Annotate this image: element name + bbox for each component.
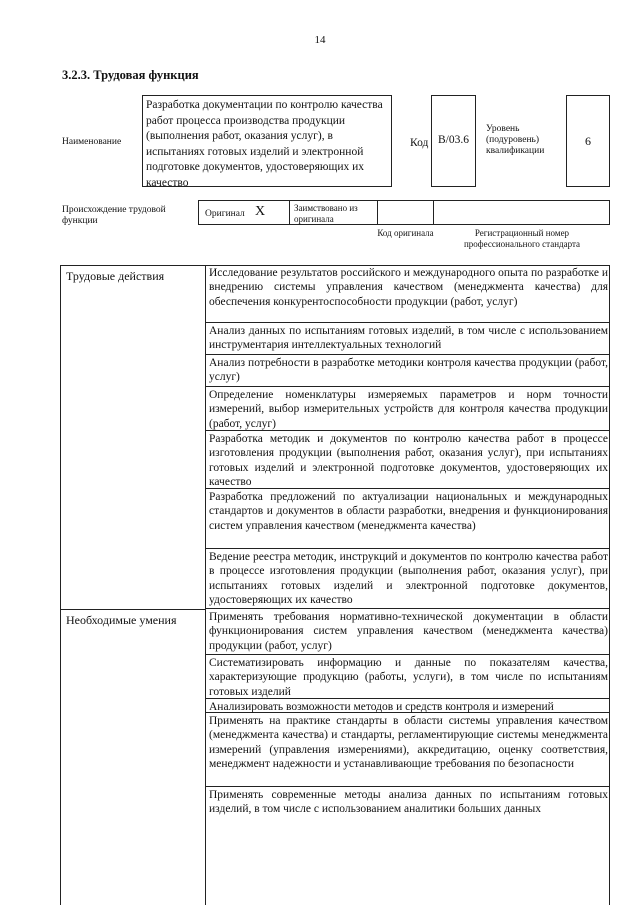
section-title: 3.2.3. Трудовая функция bbox=[62, 68, 199, 82]
labor-action-text: Разработка методик и документов по контролю качества работ в процессе изготовления продукции (выполнения работ, оказания услуг), при испытаниях готовых изделий и электронной подготовке документов, удостоверяющих их качество bbox=[209, 433, 608, 488]
code-label: Код bbox=[410, 137, 429, 149]
borrowed-label: Заимствовано из оригинала bbox=[294, 203, 358, 224]
skill-item bbox=[205, 609, 610, 655]
skill-text: Анализировать возможности методов и средств контроля и измерений bbox=[209, 701, 554, 713]
section-divider bbox=[60, 609, 205, 610]
skill-item bbox=[205, 787, 610, 905]
labor-action-text: Анализ данных по испытаниям готовых изделий, в том числе с использованием инструментария интеллектуальных технологий bbox=[209, 325, 608, 352]
skill-text: Применять современные методы анализа данных по испытаниям готовых изделий, в том числе с использованием аналитики больших данных bbox=[209, 789, 608, 816]
labor-action-item bbox=[205, 265, 610, 323]
labor-action-text: Разработка предложений по актуализации национальных и международных стандартов и документов в области разработки, внедрения и функционирования систем управления качеством (менеджмента качества) bbox=[209, 491, 608, 532]
table-left-border bbox=[60, 265, 61, 905]
skill-text: Применять требования нормативно-технической документации в области функционирования систем управления качеством (менеджмента качества) продукции (работ, услуг) bbox=[209, 611, 608, 652]
origin-label: Происхождение трудовой функции bbox=[62, 205, 166, 226]
labor-action-text: Анализ потребности в разработке методики контроля качества продукции (работ, услуг) bbox=[209, 357, 608, 384]
code-original-label: Код оригинала bbox=[377, 228, 434, 238]
reg-number-label: Регистрационный номер профессионального стандарта bbox=[463, 228, 581, 249]
code-value: B/03.6 bbox=[431, 95, 476, 187]
reg-number-cell bbox=[433, 200, 610, 225]
skill-item bbox=[205, 655, 610, 699]
labor-action-item bbox=[205, 387, 610, 431]
skill-item bbox=[205, 713, 610, 787]
labor-action-item bbox=[205, 323, 610, 355]
original-label: Оригинал bbox=[205, 209, 245, 219]
page-number: 14 bbox=[314, 34, 326, 46]
function-name-field: Разработка документации по контролю качества работ процесса производства продукции (выполнения работ, оказания услуг), в испытаниях готовых изделий и электронной подготовке документов, удостоверяющих их качество bbox=[142, 95, 392, 187]
original-mark: X bbox=[255, 204, 266, 219]
original-cell bbox=[198, 200, 290, 225]
level-value: 6 bbox=[566, 95, 610, 187]
labor-action-text: Ведение реестра методик, инструкций и документов по контролю качества работ в процессе изготовления продукции (выполнения работ, оказания услуг), при испытаниях готовых изделий и электронной подготовке документов, удостоверяющих их качество bbox=[209, 551, 608, 606]
level-label: Уровень (подуровень) квалификации bbox=[486, 124, 545, 156]
required-skills-label: Необходимые умения bbox=[66, 613, 177, 627]
name-label: Наименование bbox=[62, 137, 122, 147]
labor-actions-label: Трудовые действия bbox=[66, 269, 165, 283]
skill-item bbox=[205, 699, 610, 713]
skill-text: Систематизировать информацию и данные по показателям качества, характеризующие продукцию (работы, услуги), в том числе по испытаниям готовых изделий bbox=[209, 657, 608, 698]
labor-action-item bbox=[205, 549, 610, 609]
code-original-cell bbox=[377, 200, 434, 225]
labor-action-text: Исследование результатов российского и международного опыта по разработке и внедрению системы управления качеством (менеджмента качества) для обеспечения конкурентоспособности продукции (работ, услуг) bbox=[209, 267, 608, 308]
labor-action-item bbox=[205, 489, 610, 549]
labor-action-item bbox=[205, 355, 610, 387]
labor-action-item bbox=[205, 431, 610, 489]
skill-text: Применять на практике стандарты в области системы управления качеством (менеджмента качества) и стандарты, регламентирующие системы менеджмента измерений (управления измерениями), аккредитацию, оценку соответствия, менеджмент надежности и устанавливающие требования по безопасности bbox=[209, 715, 608, 770]
labor-action-text: Определение номенклатуры измеряемых параметров и норм точности измерений, выбор измерительных устройств для контроля качества продукции (работ, услуг) bbox=[209, 389, 608, 430]
